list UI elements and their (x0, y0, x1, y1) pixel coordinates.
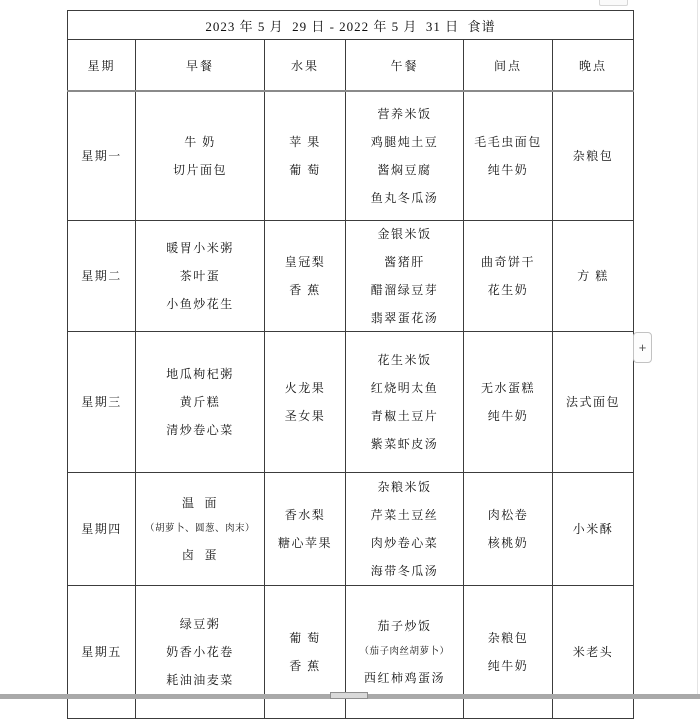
table-row-tuesday (68, 221, 634, 332)
menu-item: 杂粮包 (487, 630, 529, 645)
cell-breakfast (136, 221, 265, 332)
cell-evening (553, 221, 634, 332)
day-label: 星期五 (81, 644, 122, 659)
menu-item: 香 蕉 (289, 658, 321, 673)
menu-item: 葡 萄 (289, 162, 321, 177)
menu-item: 鸡腿炖土豆 (370, 134, 439, 149)
title-row (68, 11, 634, 40)
menu-item-note: （茄子肉丝胡萝卜） (359, 646, 450, 657)
cell-fruit (265, 332, 346, 473)
menu-item: 花生奶 (487, 282, 529, 297)
cell-breakfast (136, 91, 265, 221)
cell-evening (553, 332, 634, 473)
menu-item: 糖心苹果 (277, 535, 332, 550)
cell-lunch (346, 91, 464, 221)
day-label: 星期二 (81, 268, 122, 283)
cell-snack (464, 221, 553, 332)
header-evening: 晚点 (553, 40, 634, 92)
menu-item: 茄子炒饭 (377, 618, 432, 633)
menu-item: 卤 蛋 (181, 547, 218, 562)
menu-table (67, 10, 634, 719)
horizontal-scrollbar[interactable] (0, 694, 700, 699)
menu-item: 紫菜虾皮汤 (370, 436, 439, 451)
table-row-wednesday (68, 332, 634, 473)
menu-item: 黄斤糕 (179, 394, 221, 409)
menu-item: 杂粮包 (572, 148, 614, 163)
menu-item: 奶香小花卷 (166, 644, 234, 659)
menu-item: 无水蛋糕 (480, 380, 535, 395)
menu-item: 皇冠梨 (284, 254, 326, 269)
table-row-thursday (68, 473, 634, 586)
cell-lunch (346, 473, 464, 586)
menu-item: 茶叶蛋 (179, 268, 221, 283)
menu-item: 肉炒卷心菜 (370, 535, 439, 550)
menu-item: 切片面包 (172, 162, 227, 177)
scrollbar-thumb[interactable] (330, 692, 368, 699)
plus-icon: + (638, 340, 647, 355)
menu-item: 温 面 (181, 495, 218, 510)
header-snack: 间点 (464, 40, 553, 92)
menu-item: 翡翠蛋花汤 (370, 310, 439, 325)
menu-item: 米老头 (572, 644, 614, 659)
cutoff-button-fragment (599, 0, 628, 6)
menu-item: 香 蕉 (289, 282, 321, 297)
menu-item-note: （胡萝卜、圆葱、肉末） (144, 523, 255, 534)
header-fruit: 水果 (265, 40, 346, 92)
menu-item: 纯牛奶 (487, 162, 529, 177)
cell-snack (464, 332, 553, 473)
menu-item: 火龙果 (284, 380, 326, 395)
cell-lunch (346, 332, 464, 473)
menu-item: 鱼丸冬瓜汤 (370, 190, 439, 205)
day-label: 星期四 (81, 521, 122, 536)
cell-day (68, 332, 136, 473)
menu-item: 酱猪肝 (384, 254, 425, 269)
menu-item: 地瓜枸杞粥 (166, 366, 234, 381)
menu-item: 牛 奶 (184, 134, 216, 149)
cell-snack (464, 473, 553, 586)
menu-item: 酱焖豆腐 (377, 162, 432, 177)
cell-fruit (265, 221, 346, 332)
menu-item: 香水梨 (284, 507, 326, 522)
header-lunch: 午餐 (346, 40, 464, 92)
cell-evening (553, 91, 634, 221)
menu-item: 葡 萄 (289, 630, 321, 645)
menu-item: 纯牛奶 (487, 408, 529, 423)
menu-item: 花生米饭 (377, 352, 432, 367)
menu-item: 绿豆粥 (179, 616, 221, 631)
menu-item: 肉松卷 (487, 507, 529, 522)
menu-item: 苹 果 (289, 134, 321, 149)
table-row-monday (68, 91, 634, 221)
menu-item: 海带冬瓜汤 (370, 563, 439, 578)
cell-evening (553, 473, 634, 586)
header-row (68, 40, 634, 92)
menu-item: 小米酥 (572, 521, 614, 536)
day-label: 星期三 (81, 394, 122, 409)
menu-item: 耗油油麦菜 (166, 672, 234, 687)
cell-breakfast (136, 473, 265, 586)
cell-day (68, 91, 136, 221)
menu-item: 醋溜绿豆芽 (370, 282, 439, 297)
menu-item: 纯牛奶 (487, 658, 529, 673)
menu-item: 西红柿鸡蛋汤 (363, 670, 445, 685)
cell-fruit (265, 473, 346, 586)
menu-item: 芹菜土豆丝 (370, 507, 439, 522)
header-day: 星期 (68, 40, 136, 92)
menu-item: 方 糕 (577, 268, 609, 283)
menu-item: 清炒卷心菜 (166, 422, 234, 437)
cell-day (68, 221, 136, 332)
menu-item: 核桃奶 (487, 535, 529, 550)
menu-item: 青椒土豆片 (370, 408, 439, 423)
cell-day (68, 473, 136, 586)
menu-item: 圣女果 (284, 408, 326, 423)
menu-item: 营养米饭 (377, 106, 432, 121)
right-edge-divider (697, 0, 698, 699)
menu-item: 法式面包 (565, 394, 620, 409)
add-button[interactable] (633, 332, 652, 363)
table-title: 2023 年 5 月 29 日 - 2022 年 5 月 31 日 食谱 (68, 11, 634, 40)
menu-item: 曲奇饼干 (480, 254, 535, 269)
cell-snack (464, 91, 553, 221)
header-breakfast: 早餐 (136, 40, 265, 92)
cell-fruit (265, 91, 346, 221)
menu-item: 毛毛虫面包 (474, 134, 542, 149)
cell-lunch (346, 221, 464, 332)
menu-item: 红烧明太鱼 (370, 380, 439, 395)
menu-item: 金银米饭 (377, 226, 432, 241)
menu-item: 杂粮米饭 (377, 479, 432, 494)
menu-item: 暖胃小米粥 (166, 240, 234, 255)
menu-item: 小鱼炒花生 (166, 296, 234, 311)
cell-breakfast (136, 332, 265, 473)
day-label: 星期一 (81, 148, 122, 163)
